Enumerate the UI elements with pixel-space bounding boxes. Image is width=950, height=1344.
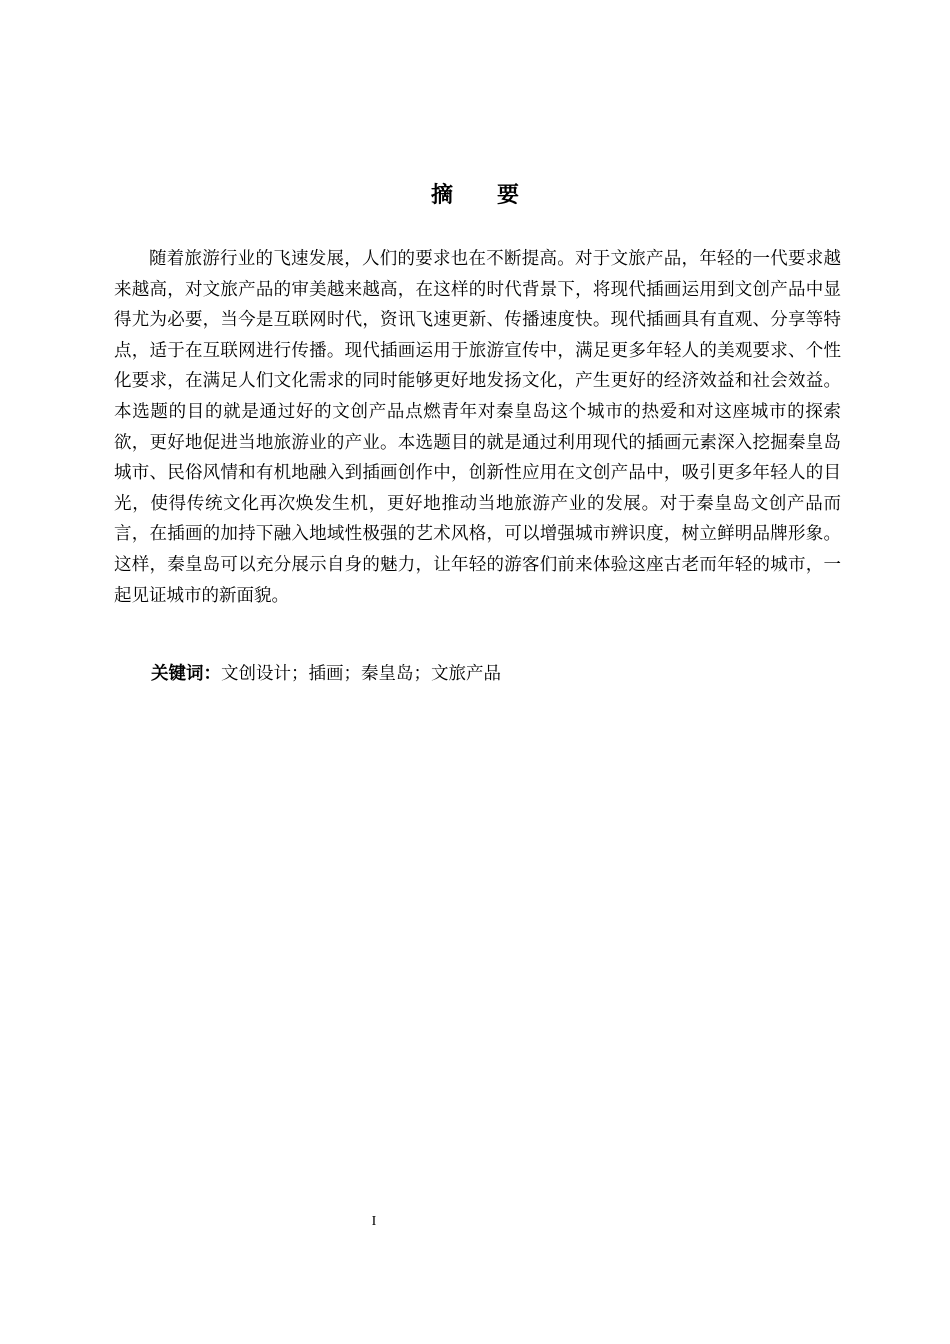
abstract-paragraph: 随着旅游行业的飞速发展，人们的要求也在不断提高。对于文旅产品，年轻的一代要求越来越高，对文旅产品的审美越来越高，在这样的时代背景下，将现代插画运用到文创产品中显得尤为必要，当今是互联网时代，资讯飞速更新、传播速度快。现代插画具有直观、分享等特点，适于在互联网进行传播。现代插画运用于旅游宣传中，满足更多年轻人的美观要求、个性化要求，在满足人们文化需求的同时能够更好地发扬文化，产生更好的经济效益和社会效益。本选题的目的就是通过好的文创产品点燃青年对秦皇岛这个城市的热爱和对这座城市的探索欲，更好地促进当地旅游业的产业。本选题目的就是通过利用现代的插画元素深入挖掘秦皇岛城市、民俗风情和有机地融入到插画创作中，创新性应用在文创产品中，吸引更多年轻人的目光，使得传统文化再次焕发生机，更好地推动当地旅游产业的发展。对于秦皇岛文创产品而言，在插画的加持下融入地域性极强的艺术风格，可以增强城市辨识度，树立鲜明品牌形象。这样，秦皇岛可以充分展示自身的魅力，让年轻的游客们前来体验这座古老而年轻的城市，一起见证城市的新面貌。 <box>114 249 841 606</box>
page-number: I <box>371 1214 377 1229</box>
abstract-title-right: 要 <box>497 183 520 208</box>
abstract-title <box>0 178 950 209</box>
keywords-label: 关键词： <box>151 664 221 684</box>
keywords-line <box>114 659 841 690</box>
abstract-title-left: 摘 <box>430 183 453 208</box>
keywords-value: 文创设计；插画；秦皇岛；文旅产品 <box>221 664 501 684</box>
